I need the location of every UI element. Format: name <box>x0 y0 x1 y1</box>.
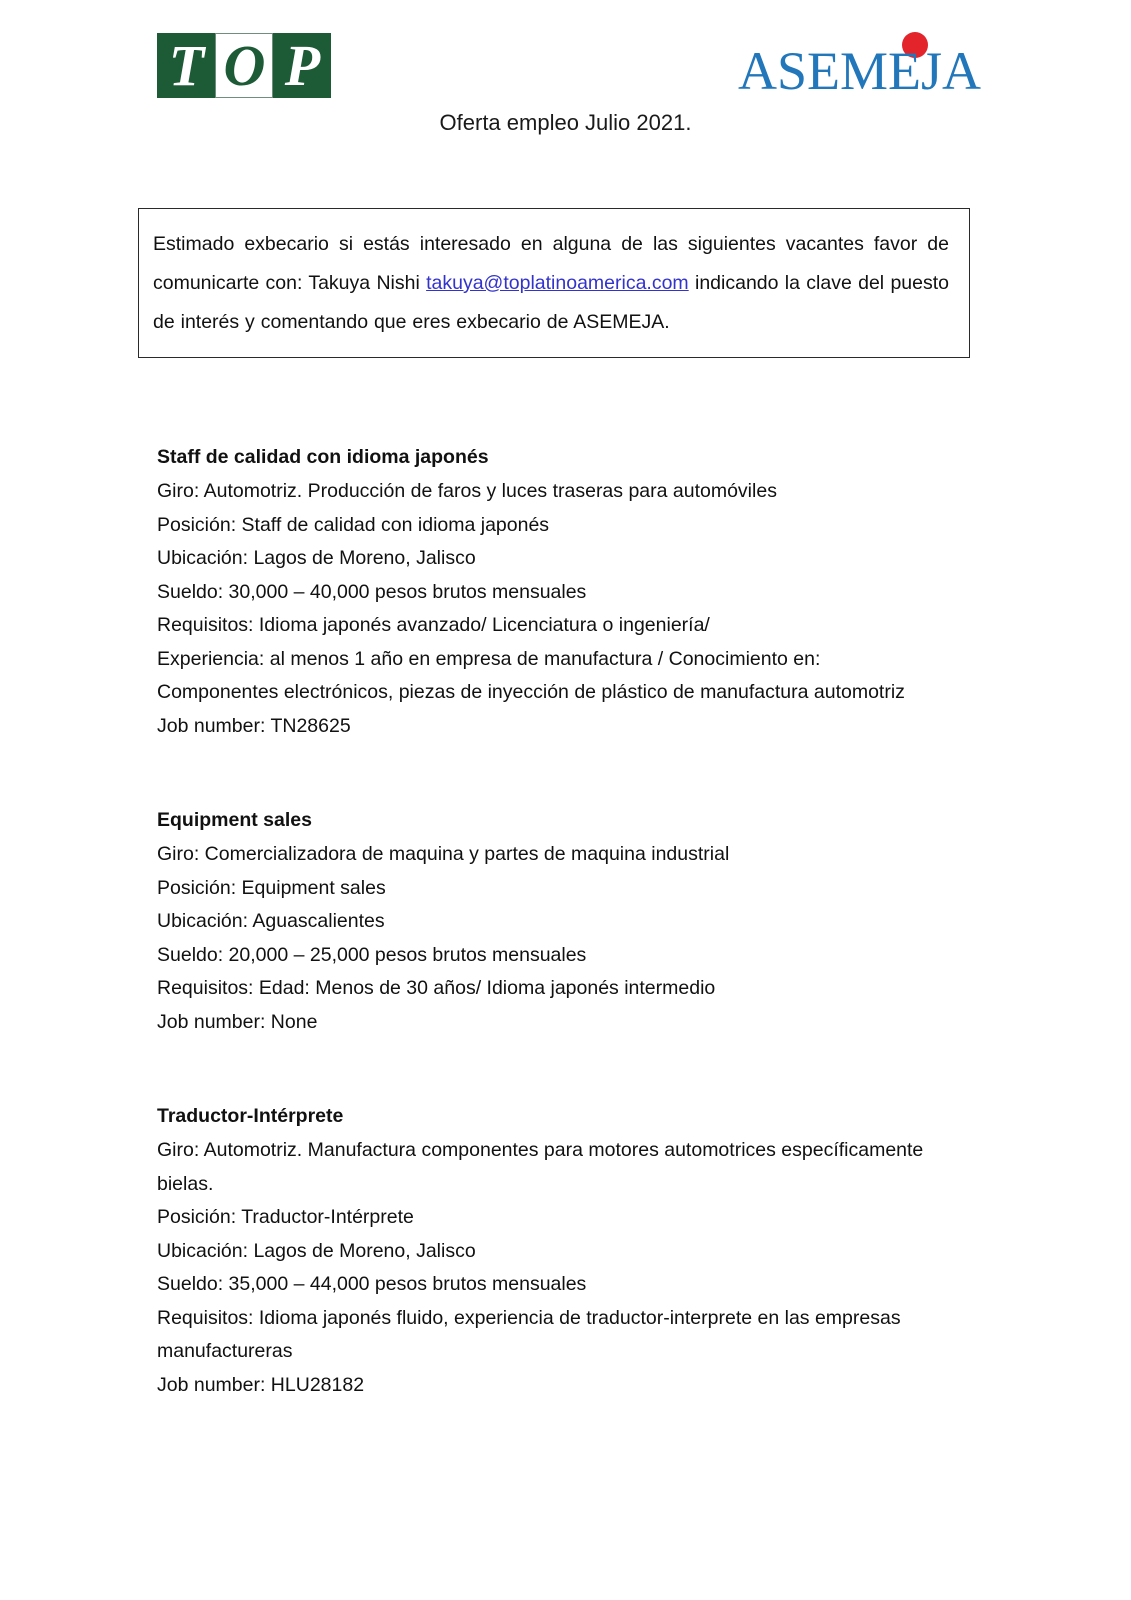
job-line-ubicacion: Ubicación: Aguascalientes <box>157 910 385 932</box>
job-line-ubicacion: Ubicación: Lagos de Moreno, Jalisco <box>157 547 476 569</box>
page-title: Oferta empleo Julio 2021. <box>439 110 692 135</box>
job-line-giro: Giro: Automotriz. Manufactura componentes para motores automotrices específicamente bielas. <box>157 1139 924 1195</box>
job-section-staff-calidad <box>157 440 947 743</box>
top-logo-letter-o: O <box>215 33 273 98</box>
job-line-requisitos: Requisitos: Edad: Menos de 30 años/ Idioma japonés intermedio <box>157 977 716 999</box>
job-line-job-number: Job number: HLU28182 <box>157 1373 365 1396</box>
job-line-posicion: Posición: Equipment sales <box>157 876 386 899</box>
job-line-giro: Giro: Automotriz. Producción de faros y luces traseras para automóviles <box>157 480 777 502</box>
job-line-sueldo: Sueldo: 20,000 – 25,000 pesos brutos mensuales <box>157 943 587 966</box>
notice-text-part1: Estimado exbecario si estás interesado en alguna de las siguientes vacantes favor de comunicarte con: Takuya Nishi <box>153 233 949 294</box>
job-heading: Equipment sales <box>157 809 312 831</box>
job-line-posicion: Posición: Traductor-Intérprete <box>157 1206 414 1228</box>
top-logo-letter-p: P <box>273 33 331 98</box>
job-section-equipment-sales <box>157 803 947 1039</box>
top-logo <box>157 33 331 98</box>
job-line-sueldo: Sueldo: 35,000 – 44,000 pesos brutos mensuales <box>157 1273 587 1295</box>
job-line-ubicacion: Ubicación: Lagos de Moreno, Jalisco <box>157 1239 476 1262</box>
job-line-job-number: Job number: TN28625 <box>157 714 351 737</box>
top-logo-letter-t: T <box>157 33 215 98</box>
job-line-requisitos: Requisitos: Idioma japonés fluido, experiencia de traductor-interprete en las empresas manufactureras <box>157 1306 901 1362</box>
job-line-giro: Giro: Comercializadora de maquina y partes de maquina industrial <box>157 843 730 865</box>
notice-text <box>153 225 949 342</box>
job-line-posicion: Posición: Staff de calidad con idioma japonés <box>157 513 550 536</box>
asemeja-logo <box>738 30 982 101</box>
notice-text-part2: indicando la clave del puesto de interés y comentando que eres exbecario de ASEMEJA. <box>153 272 950 333</box>
asemeja-wordmark: ASEMEJA <box>738 41 982 101</box>
job-heading: Staff de calidad con idioma japonés <box>157 446 489 468</box>
job-line-requisitos: Requisitos: Idioma japonés avanzado/ Licenciatura o ingeniería/ <box>157 614 710 636</box>
job-listings <box>157 440 947 1402</box>
contact-email-link[interactable]: takuya@toplatinoamerica.com <box>426 272 689 294</box>
notice-box <box>138 208 970 358</box>
job-heading: Traductor-Intérprete <box>157 1105 344 1127</box>
job-line-sueldo: Sueldo: 30,000 – 40,000 pesos brutos mensuales <box>157 580 587 603</box>
job-line-experiencia: Experiencia: al menos 1 año en empresa de manufactura / Conocimiento en: Componentes electrónicos, piezas de inyección de plástico de manufactura automotriz <box>157 647 905 703</box>
document-header <box>0 0 1131 108</box>
job-section-traductor-interprete <box>157 1099 947 1402</box>
job-line-job-number: Job number: None <box>157 1010 318 1033</box>
